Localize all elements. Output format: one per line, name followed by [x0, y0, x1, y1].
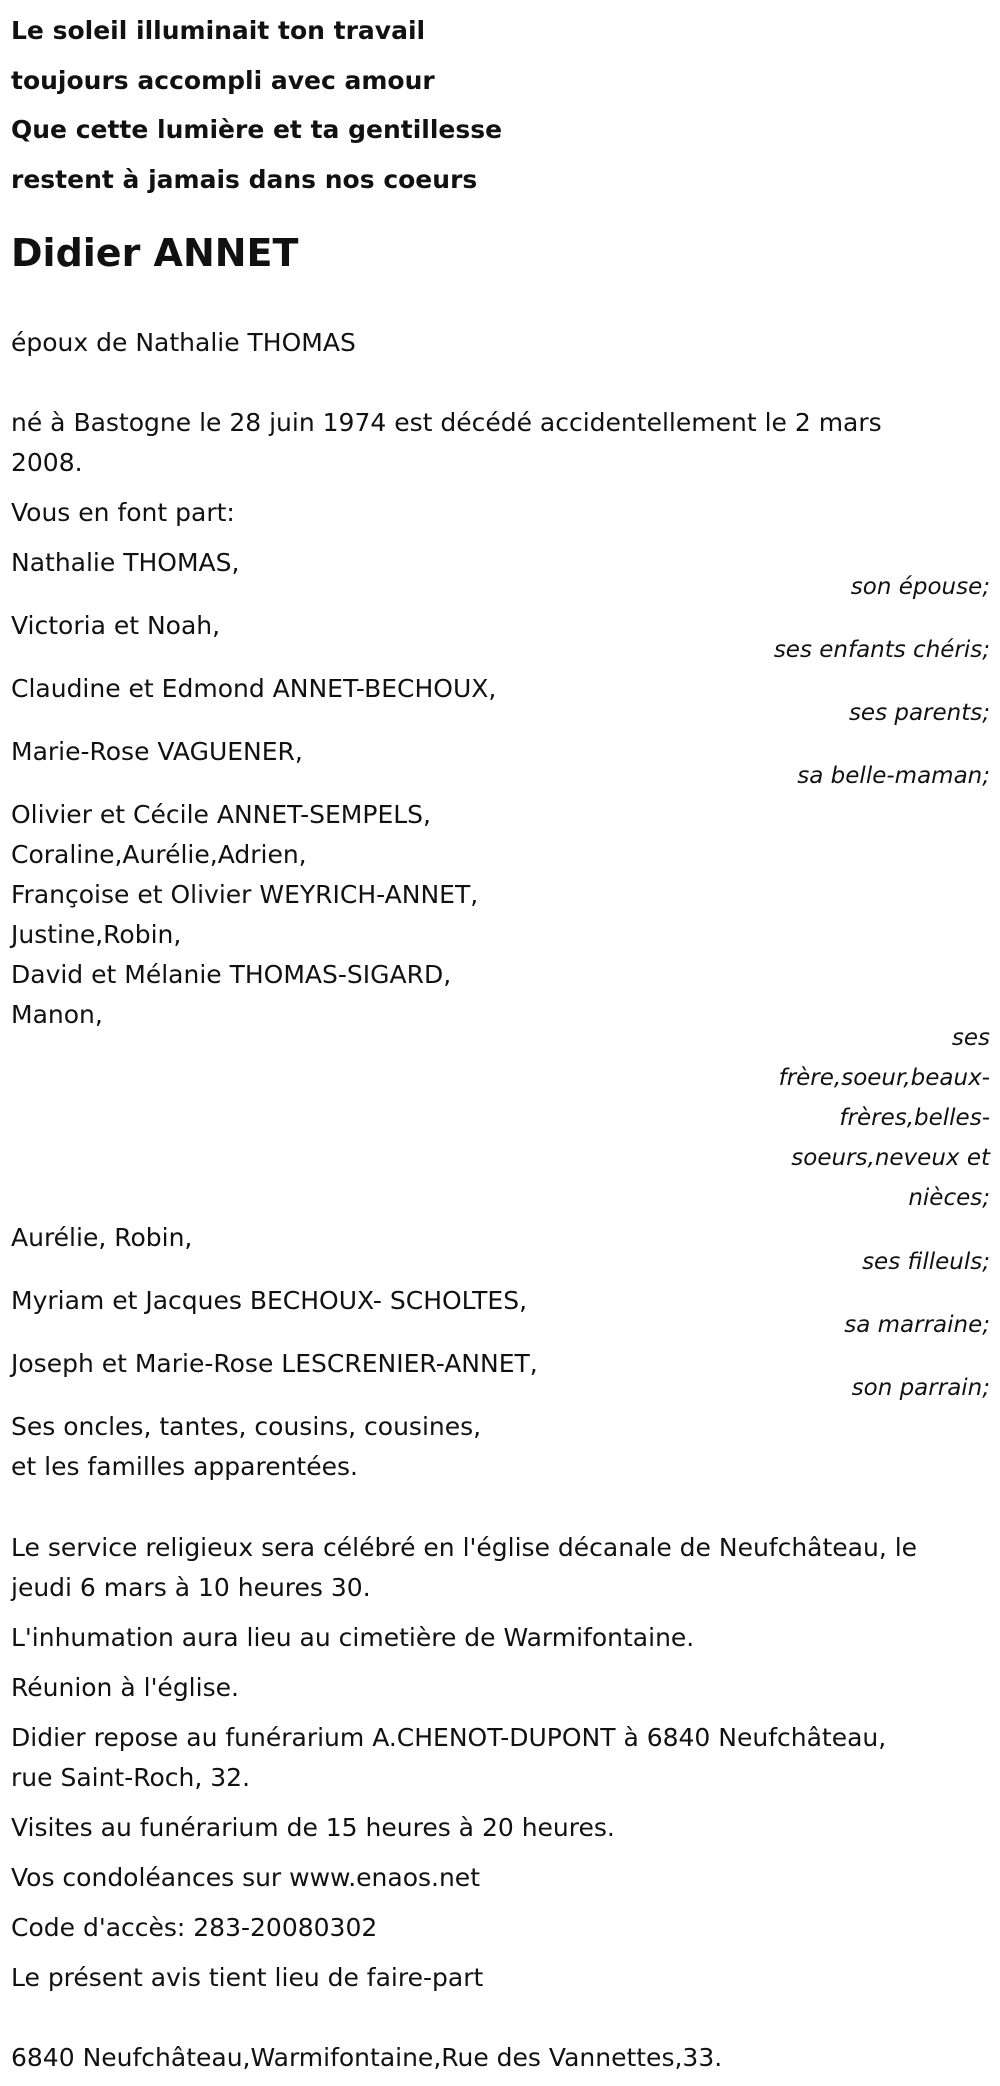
- children-role: ses enfants chéris;: [773, 637, 990, 663]
- spouse-line: époux de Nathalie THOMAS: [11, 328, 356, 357]
- notice-line: Le présent avis tient lieu de faire-part: [11, 1963, 484, 1992]
- ceremony-line-1: Le service religieux sera célébré en l'église décanale de Neufchâteau, le: [11, 1533, 918, 1562]
- parents-role: ses parents;: [848, 700, 990, 726]
- burial-line: L'inhumation aura lieu au cimetière de Warmifontaine.: [11, 1623, 695, 1652]
- poem-line: toujours accompli avec amour: [11, 65, 435, 95]
- godmother-role: sa marraine;: [844, 1312, 990, 1338]
- godchildren-name: Aurélie, Robin,: [11, 1223, 193, 1252]
- condolences-line: Vos condoléances sur www.enaos.net: [11, 1863, 480, 1892]
- spouse-role: son épouse;: [850, 574, 990, 600]
- parents-name: Claudine et Edmond ANNET-BECHOUX,: [11, 674, 497, 703]
- godfather-name: Joseph et Marie-Rose LESCRENIER-ANNET,: [11, 1349, 538, 1378]
- poem-line: restent à jamais dans nos coeurs: [11, 164, 478, 194]
- meeting-line: Réunion à l'église.: [11, 1673, 239, 1702]
- mother-in-law-name: Marie-Rose VAGUENER,: [11, 737, 303, 766]
- poem-line: Que cette lumière et ta gentillesse: [11, 115, 503, 144]
- sibling-line: Manon,: [11, 1000, 103, 1029]
- sibling-line: Coraline,Aurélie,Adrien,: [11, 840, 307, 869]
- birth-death-line-2: 2008.: [11, 448, 83, 477]
- sibling-line: Olivier et Cécile ANNET-SEMPELS,: [11, 800, 431, 829]
- poem-line: Le soleil illuminait ton travail: [11, 16, 426, 45]
- sibling-line: Françoise et Olivier WEYRICH-ANNET,: [11, 880, 479, 909]
- extended-family-line-2: et les familles apparentées.: [11, 1452, 358, 1481]
- access-code-line: Code d'accès: 283-20080302: [11, 1913, 378, 1942]
- sibling-line: Justine,Robin,: [11, 920, 182, 949]
- address-line: 6840 Neufchâteau,Warmifontaine,Rue des Vannettes,33.: [11, 2043, 723, 2072]
- birth-death-line-1: né à Bastogne le 28 juin 1974 est décédé accidentellement le 2 mars: [11, 408, 882, 437]
- visits-line: Visites au funérarium de 15 heures à 20 heures.: [11, 1813, 615, 1842]
- godfather-role: son parrain;: [851, 1375, 990, 1401]
- funeral-home-line-1: Didier repose au funérarium A.CHENOT-DUPONT à 6840 Neufchâteau,: [11, 1723, 887, 1752]
- godchildren-role: ses filleuls;: [862, 1249, 990, 1275]
- deceased-name: Didier ANNET: [11, 231, 299, 275]
- ceremony-line-2: jeudi 6 mars à 10 heures 30.: [11, 1573, 371, 1602]
- extended-family-line-1: Ses oncles, tantes, cousins, cousines,: [11, 1412, 482, 1441]
- siblings-role: ses frère,soeur,beaux-frères,belles-soeurs,neveux et nièces;: [778, 1025, 990, 1211]
- godmother-name: Myriam et Jacques BECHOUX- SCHOLTES,: [11, 1286, 528, 1315]
- funeral-home-line-2: rue Saint-Roch, 32.: [11, 1763, 251, 1792]
- spouse-name: Nathalie THOMAS,: [11, 548, 240, 577]
- announce-intro: Vous en font part:: [11, 498, 235, 527]
- sibling-line: David et Mélanie THOMAS-SIGARD,: [11, 960, 452, 989]
- memorial-poem: [11, 6, 991, 204]
- mother-in-law-role: sa belle-maman;: [797, 763, 990, 789]
- children-name: Victoria et Noah,: [11, 611, 221, 640]
